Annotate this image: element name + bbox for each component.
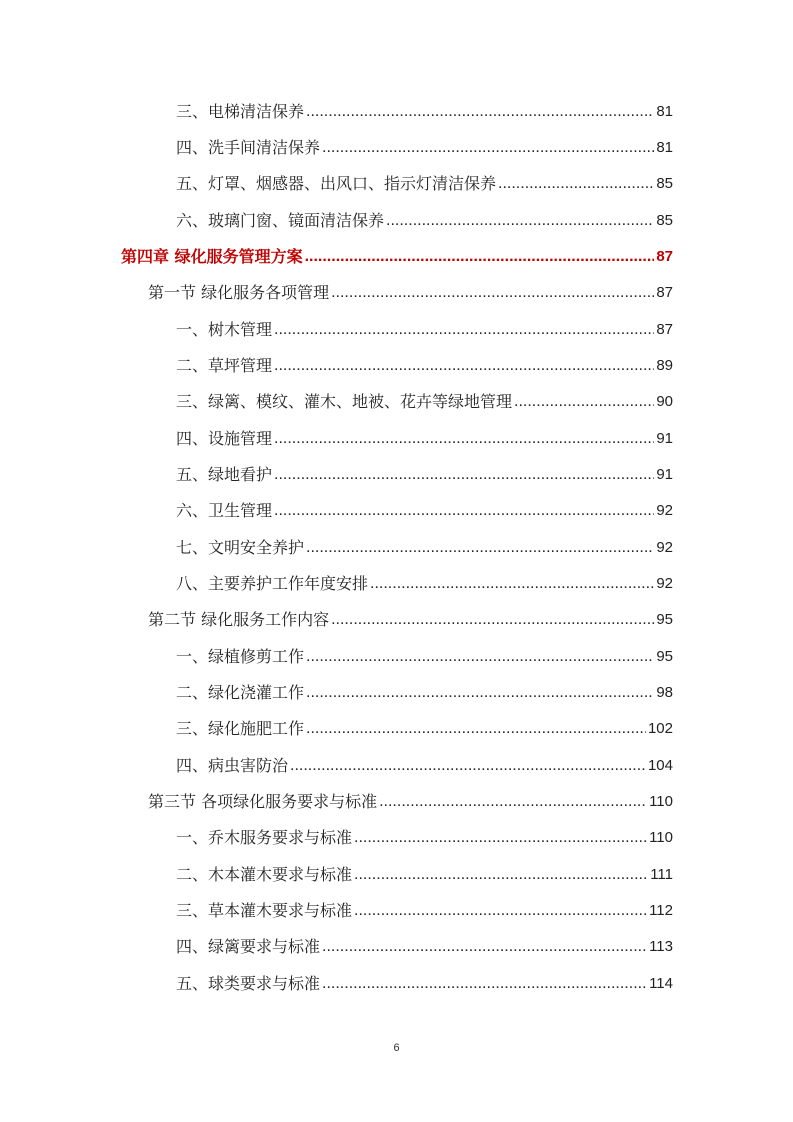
dot-leader: [306, 719, 646, 739]
toc-entry-page: 87: [656, 284, 673, 301]
dot-leader: [386, 211, 654, 231]
toc-entry-label: 二、木本灌木要求与标准: [176, 865, 353, 884]
toc-entry-page: 102: [647, 720, 673, 737]
dot-leader: [274, 429, 654, 449]
toc-section-entry[interactable]: [148, 277, 673, 303]
toc-section-entry[interactable]: [148, 604, 673, 630]
toc-entry[interactable]: [176, 641, 673, 667]
toc-entry[interactable]: [176, 168, 673, 194]
dot-leader: [306, 538, 654, 558]
toc-entry-page: 85: [656, 175, 673, 192]
toc-entry[interactable]: [176, 568, 673, 594]
toc-entry[interactable]: [176, 532, 673, 558]
toc-entry-page: 89: [656, 357, 673, 374]
toc-entry-label: 一、乔木服务要求与标准: [176, 828, 353, 847]
dot-leader: [274, 320, 654, 340]
toc-entry-page: 113: [649, 938, 673, 955]
toc-entry-page: 87: [656, 321, 673, 338]
toc-entry[interactable]: [176, 350, 673, 376]
toc-entry-page: 92: [656, 502, 673, 519]
toc-entry-label: 三、电梯清洁保养: [176, 102, 305, 121]
toc-entry-label: 六、卫生管理: [176, 501, 273, 520]
toc-entry-label: 四、洗手间清洁保养: [176, 138, 321, 157]
dot-leader: [274, 501, 654, 521]
dot-leader: [306, 102, 654, 122]
toc-entry-page: 91: [656, 430, 673, 447]
dot-leader: [498, 174, 654, 194]
dot-leader: [306, 647, 654, 667]
dot-leader: [331, 283, 654, 303]
toc-entry-page: 92: [656, 575, 673, 592]
toc-entry[interactable]: [176, 677, 673, 703]
toc-entry[interactable]: [176, 205, 673, 231]
dot-leader: [274, 356, 654, 376]
toc-entry-label: 一、绿植修剪工作: [176, 647, 305, 666]
toc-entry-label: 五、灯罩、烟感器、出风口、指示灯清洁保养: [176, 174, 497, 193]
toc-entry-page: 91: [656, 466, 673, 483]
toc-entry-label: 六、玻璃门窗、镜面清洁保养: [176, 211, 385, 230]
toc-entry[interactable]: [176, 968, 673, 994]
toc-entry-page: 92: [656, 539, 673, 556]
toc-entry[interactable]: [176, 931, 673, 957]
dot-leader: [370, 574, 654, 594]
toc-entry[interactable]: [176, 314, 673, 340]
page-number: 6: [393, 1042, 400, 1054]
toc-entry-page: 85: [656, 212, 673, 229]
dot-leader: [290, 756, 646, 776]
toc-entry[interactable]: [176, 822, 673, 848]
toc-entry[interactable]: [176, 459, 673, 485]
toc-entry-label: 四、设施管理: [176, 429, 273, 448]
toc-entry[interactable]: [176, 859, 673, 885]
dot-leader: [306, 683, 654, 703]
toc-entry-page: 104: [647, 757, 673, 774]
toc-section-entry[interactable]: [148, 786, 673, 812]
toc-entry[interactable]: [176, 495, 673, 521]
toc-entry-label: 五、绿地看护: [176, 465, 273, 484]
dot-leader: [514, 392, 654, 412]
toc-entry-label: 二、草坪管理: [176, 356, 273, 375]
toc-entry-label: 三、草本灌木要求与标准: [176, 901, 353, 920]
dot-leader: [379, 792, 647, 812]
toc-entry-label: 八、主要养护工作年度安排: [176, 574, 369, 593]
dot-leader: [322, 937, 647, 957]
toc-entry-label: 四、绿篱要求与标准: [176, 937, 321, 956]
dot-leader: [274, 465, 654, 485]
dot-leader: [305, 247, 655, 267]
toc-entry-page: 110: [649, 829, 673, 846]
toc-entry-label: 七、文明安全养护: [176, 538, 305, 557]
dot-leader: [354, 865, 648, 885]
toc-entry[interactable]: [176, 423, 673, 449]
toc-entry-label: 五、球类要求与标准: [176, 974, 321, 993]
toc-entry-label: 第一节 绿化服务各项管理: [148, 283, 330, 302]
toc-entry-label: 四、病虫害防治: [176, 756, 289, 775]
toc-entry-label: 一、树木管理: [176, 320, 273, 339]
toc-entry-label: 三、绿篱、模纹、灌木、地被、花卉等绿地管理: [176, 392, 513, 411]
toc-entry-label: 二、绿化浇灌工作: [176, 683, 305, 702]
toc-entry[interactable]: [176, 895, 673, 921]
toc-chapter-entry[interactable]: [121, 241, 673, 267]
toc-entry-page: 112: [649, 902, 673, 919]
toc-entry-page: 81: [656, 103, 673, 120]
dot-leader: [354, 828, 647, 848]
toc-entry[interactable]: [176, 386, 673, 412]
toc-entry-label: 第二节 绿化服务工作内容: [148, 610, 330, 629]
toc-entry-page: 95: [656, 611, 673, 628]
toc-entry-page: 114: [649, 975, 673, 992]
toc-entry-label: 第三节 各项绿化服务要求与标准: [148, 792, 378, 811]
dot-leader: [322, 974, 647, 994]
toc-entry-label: 三、绿化施肥工作: [176, 719, 305, 738]
toc-entry[interactable]: [176, 96, 673, 122]
toc-entry-page: 81: [656, 139, 673, 156]
toc-entry-page: 110: [649, 793, 673, 810]
toc-entry-page: 111: [650, 866, 673, 883]
toc-entry[interactable]: [176, 132, 673, 158]
toc-entry-page: 95: [656, 648, 673, 665]
dot-leader: [322, 138, 654, 158]
toc-entry-label: 第四章 绿化服务管理方案: [121, 247, 303, 266]
toc-entry-page: 98: [656, 684, 673, 701]
toc-entry-page: 87: [656, 248, 673, 265]
dot-leader: [354, 901, 647, 921]
dot-leader: [331, 610, 654, 630]
toc-entry[interactable]: [176, 750, 673, 776]
toc-entry[interactable]: [176, 713, 673, 739]
toc-entry-page: 90: [656, 393, 673, 410]
